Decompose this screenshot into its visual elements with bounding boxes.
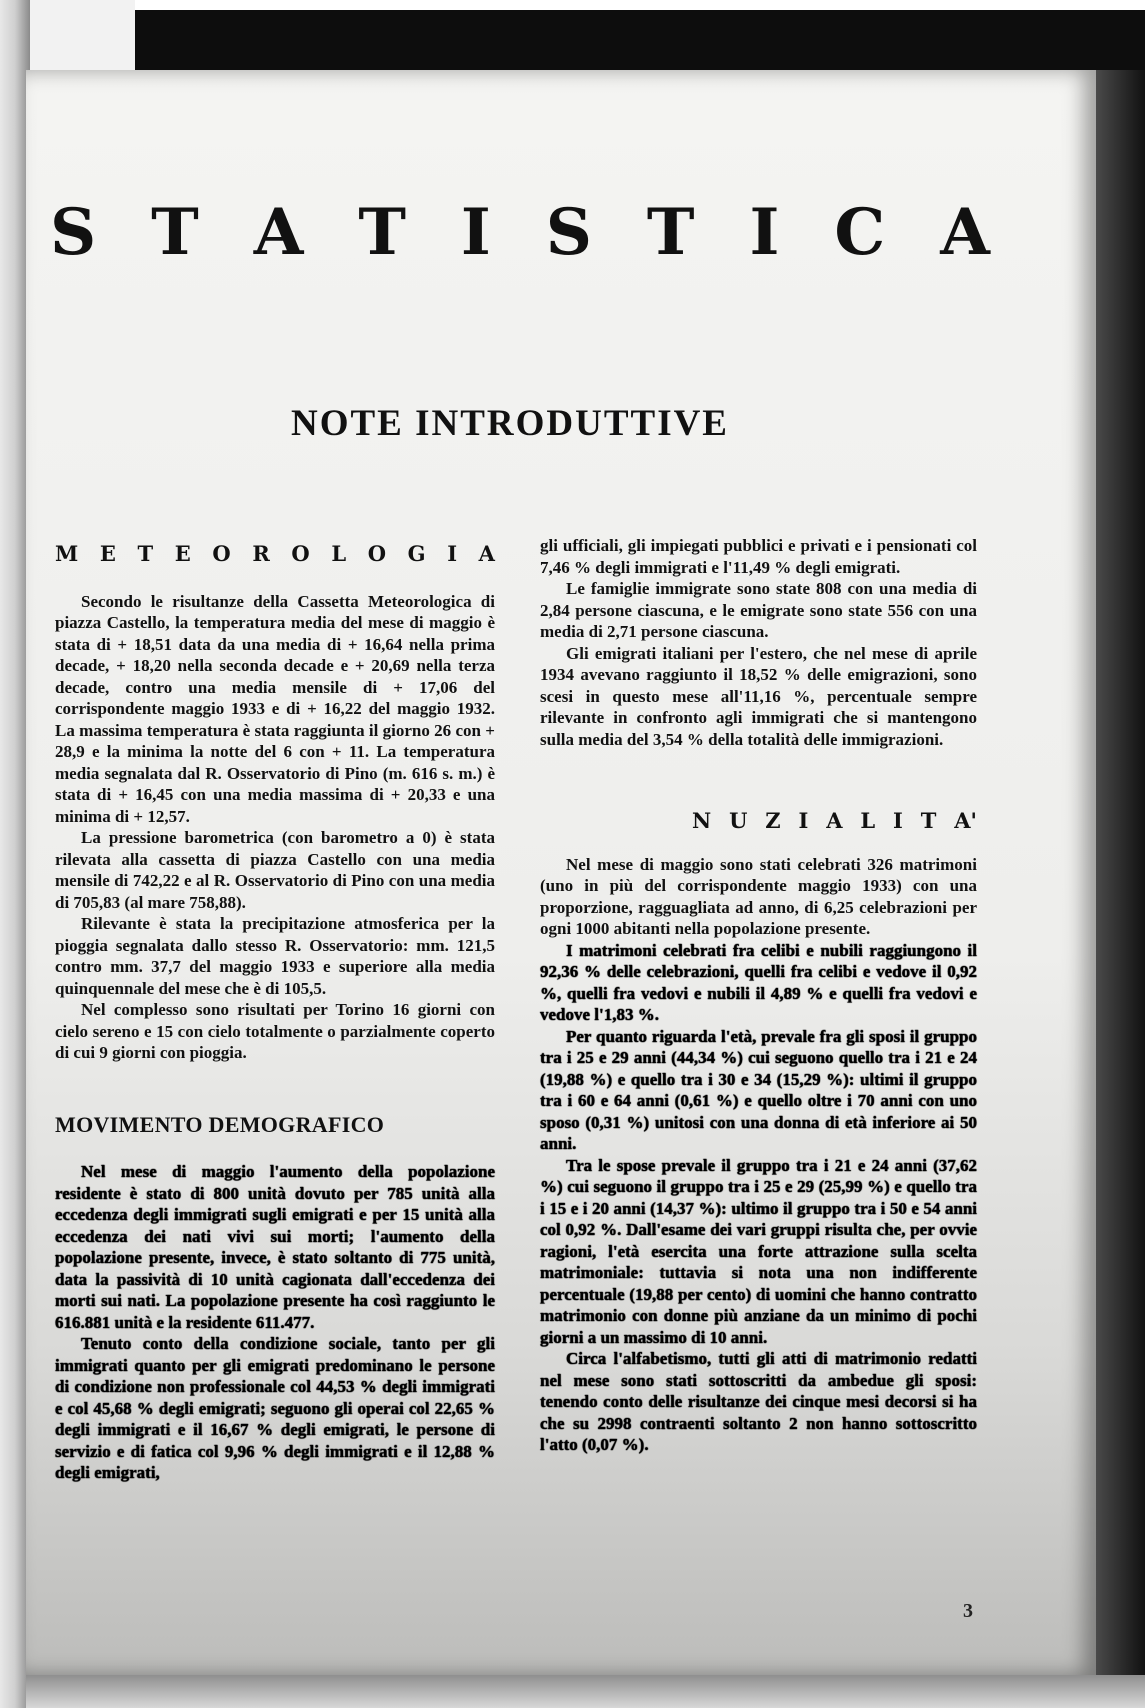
paragraph: Gli emigrati italiani per l'estero, che nel mese di aprile 1934 avevano raggiunto il 18,52 % delle emigrazioni, sono scesi in questo mese all'11,16 %, percentuale sempre rilevante in confronto agli immigrati che si mantengono sulla media del 3,54 % della totalità delle immigrazioni. bbox=[540, 643, 977, 749]
scan-border-right bbox=[1096, 70, 1145, 1675]
paragraph: Nel mese di maggio l'aumento della popolazione residente è stato di 800 unità dovuto per 785 unità alla eccedenza degli immigrati sugli emigrati e per 15 unità alla eccedenza dei nati vivi sui morti; l'aumento della popolazione presente, invece, è stato soltanto di 775 unità, data la passività di 10 unità cagionata dall'eccedenza dei morti sui nati. La popolazione presente ha così raggiunto le 616.881 unità e la residente 611.477. bbox=[55, 1162, 495, 1332]
title-letter: A bbox=[253, 195, 304, 270]
paragraph: Nel complesso sono risultati per Torino 16 giorni con cielo sereno e 15 con cielo totalmente o parzialmente coperto di cui 9 giorni con pioggia. bbox=[55, 1000, 495, 1062]
heading-letter: O bbox=[212, 541, 231, 566]
nuzialita-heading bbox=[692, 810, 977, 832]
title-letter: S bbox=[50, 195, 97, 270]
heading-letter: R bbox=[252, 541, 270, 566]
paragraph: gli ufficiali, gli impiegati pubblici e privati e i pensionati col 7,46 % degli immigrati e l'11,49 % degli emigrati. bbox=[540, 536, 977, 577]
title-letter: T bbox=[646, 195, 695, 270]
page-title bbox=[50, 195, 990, 270]
heading-letter: I bbox=[798, 808, 809, 833]
paragraph: Per quanto riguarda l'età, prevale fra gli sposi il gruppo tra i 25 e 29 anni (44,34 %) cui seguono quello tra i 21 e 24 (19,88 %) e quello tra i 30 e 34 (15,29 %): ultimi il gruppo tra i 60 e 64 anni (0,61 %) e quello oltre i 70 anni con uno sposo (0,31 %) unitosi con una donna di età inferiore ai 50 anni. bbox=[540, 1026, 977, 1153]
heading-letter: E bbox=[99, 541, 116, 566]
heading-letter: T bbox=[137, 541, 154, 566]
scan-border-bottom bbox=[26, 1675, 1145, 1708]
title-letter: T bbox=[151, 195, 199, 270]
heading-letter: O bbox=[367, 541, 387, 566]
section-subtitle: NOTE INTRODUTTIVE bbox=[290, 403, 729, 444]
title-letter: S bbox=[545, 195, 592, 270]
heading-letter: N bbox=[692, 808, 712, 833]
paragraph: Le famiglie immigrate sono state 808 con una media di 2,84 persone ciascuna, e le emigrate sono state 556 con una media di 2,71 persone ciascuna. bbox=[540, 579, 977, 641]
heading-letter: L bbox=[331, 541, 347, 566]
title-letter: I bbox=[460, 195, 491, 270]
heading-letter: E bbox=[174, 541, 191, 566]
page-number: 3 bbox=[963, 1600, 973, 1622]
paragraph: La pressione barometrica (con barometro a 0) è stata rilevata alla cassetta di piazza Castello con una media mensile di 742,22 e al R. Osservatorio di Pino con una media di 705,83 (al mare 758,88). bbox=[55, 828, 495, 912]
title-letter: A bbox=[940, 195, 990, 270]
title-letter: C bbox=[834, 195, 886, 270]
heading-letter: T bbox=[920, 808, 937, 833]
heading-letter: A bbox=[478, 541, 495, 566]
heading-letter: A bbox=[826, 808, 843, 833]
title-letter: I bbox=[749, 195, 780, 270]
meteorologia-heading bbox=[55, 543, 495, 565]
paragraph: Tra le spose prevale il gruppo tra i 21 e 24 anni (37,62 %) cui seguono il gruppo tra i 25 e 29 (25,99 %) e quello tra i 15 e i 20 anni (14,37 %): ultimo il gruppo tra i 50 e 54 anni col 0,92 %. Dall'esame dei vari gruppi risulta che, per ovvie ragioni, l'età esercita una forte attrazione sulla scelta matrimoniale: tuttavia si nota una non indifferente percentuale (19,88 per cento) di uomini che hanno contratto matrimonio con donne più anziane da un minimo di pochi giorni a un massimo di 10 anni. bbox=[540, 1155, 977, 1347]
heading-letter: G bbox=[407, 541, 426, 566]
paragraph: Secondo le risultanze della Cassetta Meteorologica di piazza Castello, la temperatura media del mese di maggio è stata di + 18,51 data da una media di + 16,64 nella prima decade, + 18,20 nella seconda decade e + 20,69 nella terza decade, contro una media mensile di + 17,06 del corrispondente maggio 1933 e di + 16,22 del maggio 1932. La massima temperatura è stata raggiunta il giorno 26 con + 28,9 e la minima la notte del 6 con + 11. La temperatura media segnalata dal R. Osservatorio di Pino (m. 616 s. m.) è stata di + 16,45 con una media massima di + 20,33 e una minima di + 12,57. bbox=[55, 591, 495, 826]
movimento-heading: MOVIMENTO DEMOGRAFICO bbox=[55, 1111, 385, 1137]
title-letter: T bbox=[358, 195, 406, 270]
heading-letter: Z bbox=[765, 808, 781, 833]
right-column bbox=[540, 535, 977, 1456]
paragraph: Tenuto conto della condizione sociale, tanto per gli immigrati quanto per gli emigrati predominano le persone di condizione non professionale col 44,53 % degli immigrati e col 45,68 % degli emigrati; seguono gli operai col 22,65 % degli immigrati e il 16,67 % degli emigrati, le persone di servizio e di fatica col 9,96 % degli immigrati e il 12,88 % degli emigrati, bbox=[55, 1334, 495, 1482]
paragraph: Rilevante è stata la precipitazione atmosferica per la pioggia segnalata dallo stesso R. Osservatorio: mm. 121,5 contro mm. 37,7 del maggio 1933 e superiore alla media quinquennale del mese che è di 105,5. bbox=[55, 914, 495, 998]
paragraph: I matrimoni celebrati fra celibi e nubili raggiungono il 92,36 % delle celebrazioni, quelli fra celibi e vedove il 0,92 %, quelli fra vedovi e nubili il 4,89 % e quelli fra vedovi e vedove l'1,83 %. bbox=[540, 940, 977, 1024]
heading-letter: A' bbox=[954, 808, 977, 833]
heading-letter: M bbox=[55, 541, 79, 566]
paragraph: Circa l'alfabetismo, tutti gli atti di matrimonio redatti nel mese sono stati sottoscritti da ambedue gli sposi: tenendo conto delle risultanze dei cinque mesi decorsi si ha che su 2998 contraenti soltanto 2 non hanno sottoscritto l'atto (0,07 %). bbox=[540, 1349, 977, 1454]
heading-letter: L bbox=[860, 808, 876, 833]
heading-letter: U bbox=[729, 808, 748, 833]
paragraph: Nel mese di maggio sono stati celebrati 326 matrimoni (uno in più del corrispondente maggio 1933) con una proporzione, ragguagliata ad anno, di 6,25 celebrazioni per ogni 1000 abitanti nella popolazione presente. bbox=[540, 854, 977, 938]
heading-letter: O bbox=[291, 541, 310, 566]
heading-letter: I bbox=[893, 808, 903, 833]
heading-letter: I bbox=[447, 541, 458, 566]
left-column bbox=[55, 535, 495, 1484]
scan-dark-band bbox=[135, 10, 1145, 70]
